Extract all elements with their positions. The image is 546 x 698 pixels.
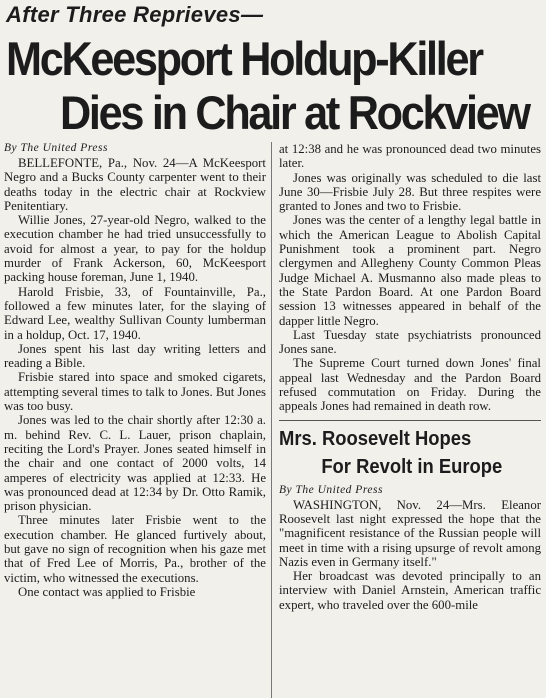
article-paragraph: Jones spent his last day writing letters and reading a Bible. — [4, 341, 266, 371]
right-column — [279, 142, 541, 612]
article-paragraph: Jones was led to the chair shortly after 12:30 a. m. behind Rev. C. L. Lauer, prison chaplain, reciting the Lord's Prayer. Jones seated himself in the chair and one contact of 2000 volts, 14 amperes of electricity was applied at 12:33. He was pronounced dead at 12:34 by Dr. Otto Ramik, prison physician. — [4, 413, 266, 514]
article-paragraph: at 12:38 and he was pronounced dead two minutes later. — [279, 142, 541, 171]
second-byline: By The United Press — [279, 483, 383, 496]
article-paragraph: BELLEFONTE, Pa., Nov. 24—A McKeesport Negro and a Bucks County carpenter went to their deaths today in the electric chair at Rockview Penitentiary. — [4, 156, 266, 213]
article-paragraph: Jones was originally was scheduled to die last June 30—Frisbie July 28. But three respites were granted to Jones and two to Frisbie. — [279, 170, 541, 214]
headline-line-2: Dies in Chair at Rockview — [60, 86, 529, 139]
kicker-headline: After Three Reprieves— — [6, 2, 264, 27]
article-paragraph: Frisbie stared into space and smoked cigarets, attempting several times to talk to Jones. But Jones was too busy. — [4, 370, 266, 414]
column-divider — [271, 142, 272, 698]
article-paragraph: WASHINGTON, Nov. 24—Mrs. Eleanor Roosevelt last night expressed the hope that the "magnificent resistance of the Russian people will meet in time with a rising upsurge of revolt among Nazis even in Germany itself." — [279, 497, 541, 569]
headline-line-1: McKeesport Holdup-Killer — [6, 32, 482, 85]
second-headline-line-1: Mrs. Roosevelt Hopes — [279, 427, 472, 450]
article-paragraph: Last Tuesday state psychiatrists pronounced Jones sane. — [279, 327, 541, 357]
byline: By The United Press — [4, 142, 108, 154]
article-paragraph: Three minutes later Frisbie went to the execution chamber. He glanced furtively about, but gave no sign of recognition when his gaze met that of Fred Lee of Morris, Pa., brother of the victim, who witnessed the executions. — [4, 513, 266, 585]
article-paragraph: Harold Frisbie, 33, of Fountainville, Pa., followed a few minutes later, for the slaying of Edward Lee, wealthy Sullivan County lumberman in a holdup, Oct. 17, 1940. — [4, 284, 266, 342]
article-paragraph: Willie Jones, 27-year-old Negro, walked to the execution chamber he had tried unsuccessfully to avoid for almost a year, to pay for the holdup murder of Frank Ackerson, 60, McKeesport packing house foreman, June 1, 1940. — [4, 213, 266, 285]
article-paragraph: Jones was the center of a lengthy legal battle in which the American League to Abolish Capital Punishment took a prominent part. Negro clergymen and Allegheny County Common Pleas Judge Michael A. Musmanno also made pleas to the State Pardon Board. At one Pardon Board session 13 witnesses appeared in behalf of the dapper little Negro. — [279, 213, 541, 328]
article-paragraph: The Supreme Court turned down Jones' final appeal last Wednesday and the Pardon Board refused commutation on Friday. During the appeals Jones had remained in death row. — [279, 356, 541, 414]
left-column — [4, 142, 266, 599]
story-separator — [279, 420, 541, 421]
article-paragraph: One contact was applied to Frisbie — [18, 584, 196, 599]
article-paragraph: Her broadcast was devoted principally to an interview with Daniel Arnstein, American traffic expert, who traveled over the 600-mile — [279, 569, 541, 612]
second-headline-line-2: For Revolt in Europe — [321, 455, 503, 478]
